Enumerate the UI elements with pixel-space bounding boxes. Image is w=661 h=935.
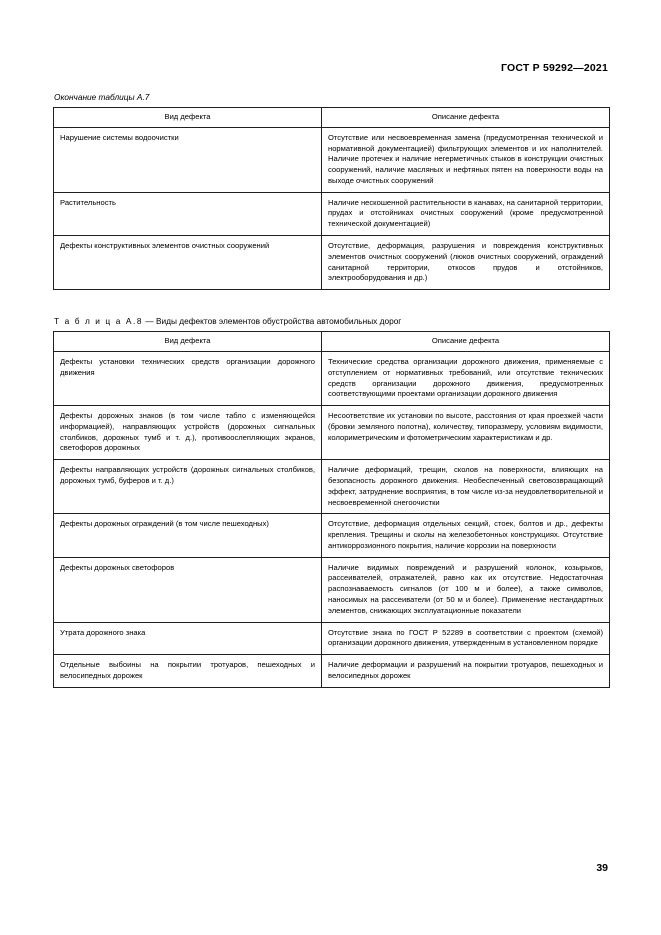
standard-number-header: ГОСТ Р 59292—2021 bbox=[500, 62, 608, 74]
table-a7 bbox=[53, 107, 610, 290]
table-row bbox=[54, 622, 610, 655]
table-row bbox=[54, 351, 610, 405]
defect-type-cell: Растительность bbox=[54, 192, 322, 235]
page-number: 39 bbox=[596, 862, 608, 874]
defect-description-cell: Наличие нескошенной растительности в канавах, на санитарной территории, прудах и отстойниках очистных сооружений (кроме предусмотренной технической документацией) bbox=[322, 192, 610, 235]
table-row bbox=[54, 192, 610, 235]
table-header-row bbox=[54, 108, 610, 128]
defect-description-cell: Отсутствие, деформация, разрушения и повреждения конструктивных элементов очистных сооружений (люков очистных сооружений, ограждений санитарной территории, откосов прудов и отстойников, электрооборудования и др.) bbox=[322, 236, 610, 290]
table-a7-caption: Окончание таблицы А.7 bbox=[54, 92, 150, 102]
defect-description-cell: Отсутствие, деформация отдельных секций, стоек, болтов и др., дефекты крепления. Трещины и сколы на железобетонных конструкциях. Отсутствие антикоррозионного покрытия, наличие коррозии на поверхности bbox=[322, 514, 610, 557]
table-row bbox=[54, 557, 610, 622]
table-a8-title-rest: — Виды дефектов элементов обустройства автомобильных дорог bbox=[143, 316, 402, 327]
defect-description-cell: Наличие деформации и разрушений на покрытии тротуаров, пешеходных и велосипедных дорожек bbox=[322, 655, 610, 688]
page-content bbox=[53, 92, 609, 688]
column-header-defect-type: Вид дефекта bbox=[54, 332, 322, 352]
table-row bbox=[54, 655, 610, 688]
column-header-defect-description: Описание дефекта bbox=[322, 332, 610, 352]
defect-description-cell: Технические средства организации дорожного движения, применяемые с отступлением от нормативных требований, или отсутствие технических средств организации дорожного движения, предусмотренных соответствующими проектами организации дорожного движения bbox=[322, 351, 610, 405]
defect-description-cell: Отсутствие или несвоевременная замена (предусмотренная технической и нормативной документацией) фильтрующих элементов и их наполнителей. Наличие протечек и наличие негерметичных стыков в конструкции очистных сооружений, наличие масляных и нефтяных пятен на поверхности воды на выходе очистных сооружений bbox=[322, 127, 610, 192]
defect-description-cell: Наличие деформаций, трещин, сколов на поверхности, влияющих на безопасность дорожного движения. Необеспеченный световозвращающий эффект, затруднение восприятия, в том числе из-за неудовлетворительной и несвоевременной снегоочистки bbox=[322, 460, 610, 514]
defect-type-cell: Дефекты конструктивных элементов очистных сооружений bbox=[54, 236, 322, 290]
table-row bbox=[54, 406, 610, 460]
defect-description-cell: Несоответствие их установки по высоте, расстояния от края проезжей части (бровки земляного полотна), количеству, типоразмеру, условиям видимости, колориметрическим и фотометрическим характеристикам и др. bbox=[322, 406, 610, 460]
defect-type-cell: Дефекты дорожных светофоров bbox=[54, 557, 322, 622]
defect-type-cell: Дефекты дорожных знаков (в том числе табло с изменяющейся информацией), направляющих устройств (дорожных сигнальных столбиков, дорожных тумб и т. д.), противоослепляющих экранов, светофоров дорожных bbox=[54, 406, 322, 460]
defect-type-cell: Нарушение системы водоочистки bbox=[54, 127, 322, 192]
column-header-defect-type: Вид дефекта bbox=[54, 108, 322, 128]
section-gap bbox=[53, 290, 609, 316]
table-row bbox=[54, 236, 610, 290]
table-a8-label: Т а б л и ц а А.8 bbox=[54, 316, 144, 327]
table-a8-caption bbox=[54, 316, 609, 326]
defect-type-cell: Дефекты дорожных ограждений (в том числе пешеходных) bbox=[54, 514, 322, 557]
table-a8 bbox=[53, 331, 610, 688]
table-row bbox=[54, 514, 610, 557]
defect-type-cell: Отдельные выбоины на покрытии тротуаров, пешеходных и велосипедных дорожек bbox=[54, 655, 322, 688]
defect-type-cell: Дефекты направляющих устройств (дорожных сигнальных столбиков, дорожных тумб, буферов и т. д.) bbox=[54, 460, 322, 514]
defect-description-cell: Наличие видимых повреждений и разрушений колонок, козырьков, рассеивателей, отражателей, равно как их отсутствие. Недостаточная распознаваемость сигналов (от 100 м и более), а также символов, наносимых на рассеиватели (от 50 м и более). Применение нестандартных элементов, снижающих эксплуатационные показатели bbox=[322, 557, 610, 622]
defect-description-cell: Отсутствие знака по ГОСТ Р 52289 в соответствии с проектом (схемой) организации дорожного движения, утвержденным в установленном порядке bbox=[322, 622, 610, 655]
defect-type-cell: Дефекты установки технических средств организации дорожного движения bbox=[54, 351, 322, 405]
column-header-defect-description: Описание дефекта bbox=[322, 108, 610, 128]
defect-type-cell: Утрата дорожного знака bbox=[54, 622, 322, 655]
table-row bbox=[54, 460, 610, 514]
table-header-row bbox=[54, 332, 610, 352]
table-row bbox=[54, 127, 610, 192]
